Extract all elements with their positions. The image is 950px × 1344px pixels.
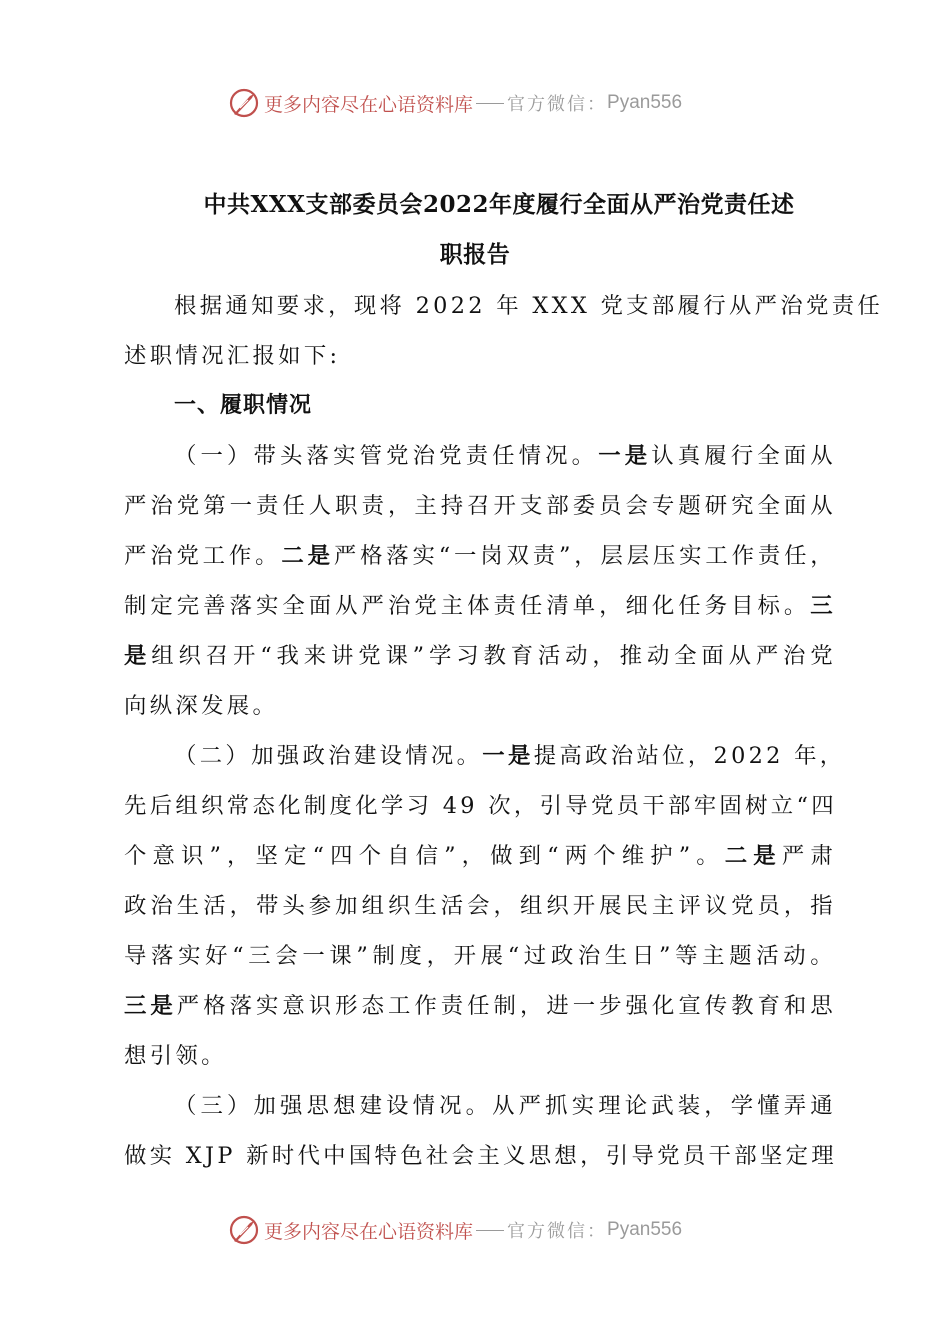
document-title-line-1: 中共XXX支部委员会2022年度履行全面从严治党责任述 (203, 191, 795, 218)
p1-line-3 (124, 541, 836, 571)
p1-line-2: 严治党第一责任人职责，主持召开支部委员会专题研究全面从 (124, 493, 836, 519)
watermark-dash (476, 1230, 504, 1231)
watermark-id: Pyan556 (607, 1219, 683, 1240)
p2-line-5: 导落实好“三会一课”制度，开展“过政治生日”等主题活动。 (124, 943, 836, 969)
p1-l5-b: 组织召开“我来讲党课”学习教育活动，推动全面从严治党 (151, 643, 836, 669)
p2-line-1 (174, 741, 846, 771)
watermark-sub: 官方微信： (507, 1221, 608, 1242)
p1-l3-b: 二是 (281, 543, 334, 569)
watermark-header (228, 86, 748, 120)
p1-line-5 (124, 641, 836, 671)
quill-logo-icon (228, 1214, 260, 1246)
intro-line-2: 述职情况汇报如下: (124, 343, 341, 369)
document-title-line-2: 职报告 (439, 241, 511, 268)
p2-l3-c: 严肃 (781, 843, 837, 869)
p1-l1-b: 一是 (598, 443, 652, 469)
p2-line-4: 政治生活，带头参加组织生活会，组织开展民主评议党员，指 (124, 893, 836, 919)
p1-line-6: 向纵深发展。 (124, 693, 279, 719)
p2-line-3 (124, 841, 836, 871)
p3-line-2: 做实 XJP 新时代中国特色社会主义思想，引导党员干部坚定理 (124, 1143, 837, 1169)
watermark-footer (228, 1213, 748, 1247)
intro-line-1: 根据通知要求，现将 2022 年 XXX 党支部履行从严治党责任 (174, 293, 884, 319)
p2-l3-a: 个意识”，坚定“四个自信”，做到“两个维护”。 (124, 843, 725, 869)
p2-l6-a: 三是 (124, 993, 177, 1019)
p1-l3-c: 严格落实“一岗双责”，层层压实工作责任， (333, 543, 836, 569)
watermark-dash (476, 103, 504, 104)
quill-logo-icon (228, 87, 260, 119)
p2-line-7: 想引领。 (124, 1043, 227, 1069)
p1-line-4 (124, 591, 836, 621)
section-heading: 一、履职情况 (174, 393, 313, 418)
watermark-text: 更多内容尽在心语资料库 (264, 93, 474, 116)
p3-line-1: （三）加强思想建设情况。从严抓实理论武装，学懂弄通 (174, 1093, 836, 1119)
p2-l1-b: 一是 (482, 743, 534, 769)
p1-l1-a: （一）带头落实管党治党责任情况。 (174, 443, 599, 469)
p2-l6-b: 严格落实意识形态工作责任制，进一步强化宣传教育和思 (176, 993, 836, 1019)
p2-l3-b: 二是 (724, 843, 782, 869)
watermark-text: 更多内容尽在心语资料库 (264, 1220, 474, 1243)
p2-line-6 (124, 991, 836, 1021)
p2-l1-c: 提高政治站位，2022 年， (533, 743, 846, 769)
p1-l4-b: 三 (810, 593, 836, 619)
p1-l5-a: 是 (124, 643, 152, 669)
watermark-sub: 官方微信： (507, 94, 608, 115)
p1-l3-a: 严治党工作。 (124, 543, 282, 569)
p2-l1-a: （二）加强政治建设情况。 (174, 743, 483, 769)
p1-line-1 (174, 441, 836, 471)
watermark-id: Pyan556 (607, 92, 683, 113)
p2-line-2: 先后组织常态化制度化学习 49 次，引导党员干部牢固树立“四 (124, 793, 837, 819)
p1-l1-c: 认真履行全面从 (651, 443, 836, 469)
p1-l4-a: 制定完善落实全面从严治党主体责任清单，细化任务目标。 (124, 593, 811, 619)
